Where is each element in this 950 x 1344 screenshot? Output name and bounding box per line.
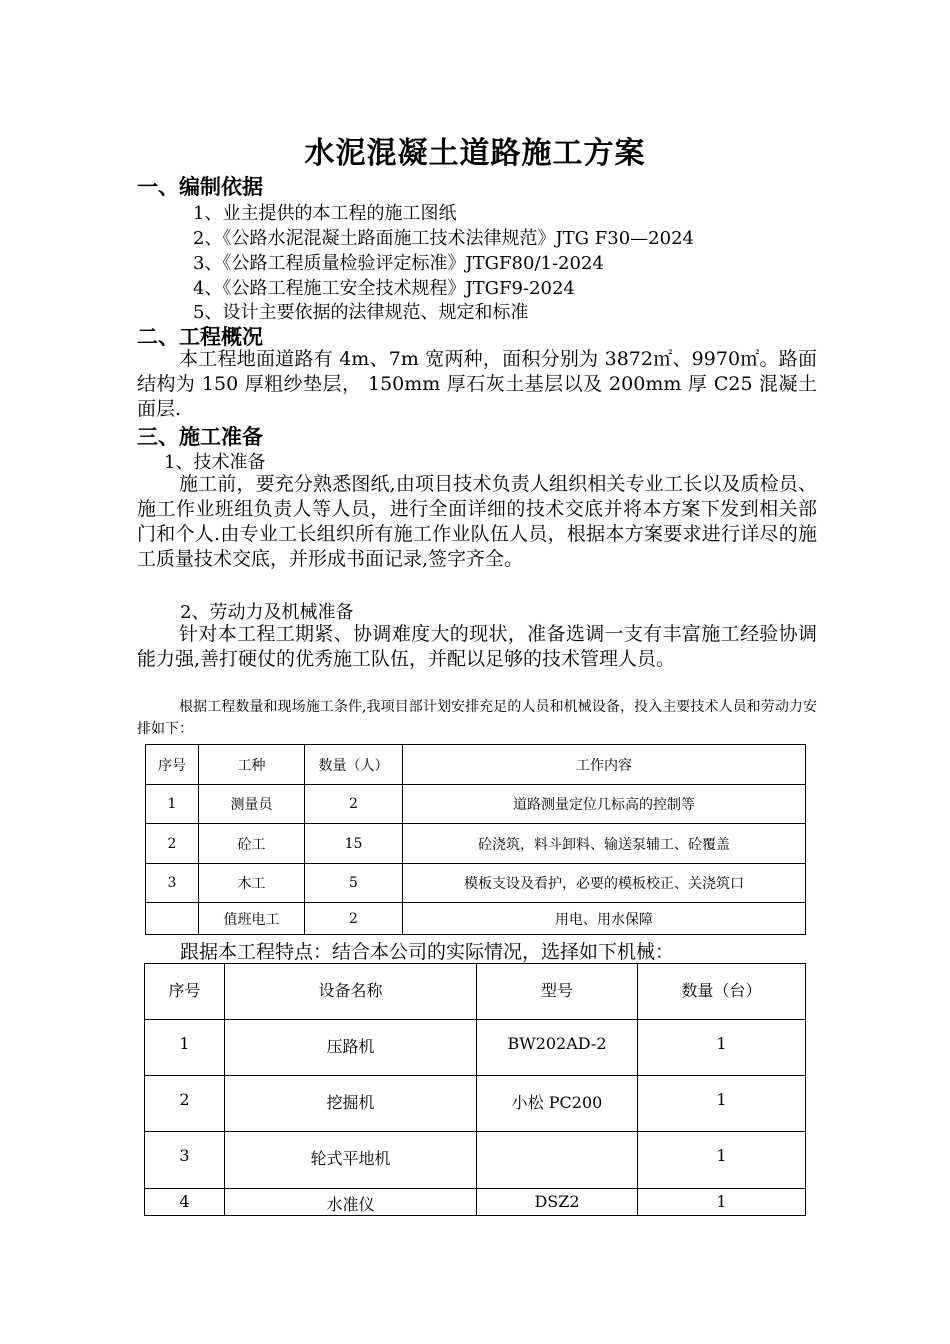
table-row bbox=[145, 1189, 806, 1216]
header-cell: 序号 bbox=[145, 964, 225, 1020]
table-header-row bbox=[145, 964, 806, 1020]
subheading-technical: 1、技术准备 bbox=[164, 452, 266, 473]
table-cell: 水准仪 bbox=[225, 1189, 477, 1216]
overview-paragraph: 本工程地面道路有 4m、7m 宽两种，面积分别为 3872㎡、9970㎡。路面结构为 150 厚粗纱垫层， 150mm 厚石灰土基层以及 200mm 厚 C25 混凝土面层. bbox=[137, 348, 817, 420]
labor-paragraph: 针对本工程工期紧、协调难度大的现状，准备选调一支有丰富施工经验协调能力强,善打硬仗的优秀施工队伍，并配以足够的技术管理人员。 bbox=[137, 623, 817, 670]
table-cell: 测量员 bbox=[199, 785, 305, 824]
table-cell: 1 bbox=[638, 1076, 806, 1132]
table-cell: 模板支设及看护，必要的模板校正、关浇筑口 bbox=[403, 864, 806, 903]
table-cell: 2 bbox=[145, 1076, 225, 1132]
table-cell: 挖掘机 bbox=[225, 1076, 477, 1132]
table-cell: 2 bbox=[305, 785, 403, 824]
basis-item: 5、设计主要依据的法律规范、规定和标准 bbox=[193, 302, 529, 323]
table-cell: 15 bbox=[305, 824, 403, 864]
labor-note: 根据工程数量和现场施工条件,我项目部计划安排充足的人员和机械设备，投入主要技术人员和劳动力安排如下： bbox=[137, 699, 817, 737]
basis-item: 1、业主提供的本工程的施工图纸 bbox=[193, 203, 457, 224]
technical-paragraph: 施工前，要充分熟悉图纸,由项目技术负责人组织相关专业工长以及质检员、施工作业班组负责人等人员，进行全面详细的技术交底并将本方案下发到相关部门和个人.由专业工长组织所有施工作业队伍人员，根据本方案要求进行详尽的施工质量技术交底，并形成书面记录,签字齐全。 bbox=[137, 473, 817, 570]
table-header-row bbox=[146, 745, 806, 785]
table-cell: 5 bbox=[305, 864, 403, 903]
section-heading-basis: 一、编制依据 bbox=[137, 174, 263, 199]
table-cell bbox=[477, 1132, 638, 1189]
table-cell: BW202AD-2 bbox=[477, 1020, 638, 1076]
table-cell: 1 bbox=[638, 1020, 806, 1076]
table-row bbox=[145, 1132, 806, 1189]
table-cell: 1 bbox=[146, 785, 199, 824]
table-cell: DSZ2 bbox=[477, 1189, 638, 1216]
basis-item: 3、《公路工程质量检验评定标准》JTGF80/1-2024 bbox=[193, 253, 604, 274]
table-row bbox=[146, 864, 806, 903]
table-cell: 道路测量定位几标高的控制等 bbox=[403, 785, 806, 824]
table-cell: 值班电工 bbox=[199, 903, 305, 935]
table-cell: 木工 bbox=[199, 864, 305, 903]
table-cell: 1 bbox=[145, 1020, 225, 1076]
table-row bbox=[145, 1020, 806, 1076]
table-cell: 4 bbox=[145, 1189, 225, 1216]
section-heading-preparation: 三、施工准备 bbox=[137, 424, 263, 449]
header-cell: 序号 bbox=[146, 745, 199, 785]
basis-item: 4、《公路工程施工安全技术规程》JTGF9-2024 bbox=[193, 278, 575, 299]
table-row bbox=[145, 1076, 806, 1132]
table-row bbox=[146, 824, 806, 864]
table-cell: 砼工 bbox=[199, 824, 305, 864]
table-cell: 小松 PC200 bbox=[477, 1076, 638, 1132]
table-cell: 2 bbox=[305, 903, 403, 935]
table-cell: 3 bbox=[145, 1132, 225, 1189]
machine-intro: 跟据本工程特点：结合本公司的实际情况，选择如下机械： bbox=[180, 941, 675, 963]
table-cell: 用电、用水保障 bbox=[403, 903, 806, 935]
table-cell: 1 bbox=[638, 1132, 806, 1189]
header-cell: 工作内容 bbox=[403, 745, 806, 785]
section-heading-overview: 二、工程概况 bbox=[137, 324, 263, 349]
table-cell: 3 bbox=[146, 864, 199, 903]
header-cell: 工种 bbox=[199, 745, 305, 785]
table-cell: 2 bbox=[146, 824, 199, 864]
header-cell: 型号 bbox=[477, 964, 638, 1020]
subheading-labor: 2、劳动力及机械准备 bbox=[180, 602, 354, 623]
table-cell: 轮式平地机 bbox=[225, 1132, 477, 1189]
table-cell: 压路机 bbox=[225, 1020, 477, 1076]
table-row bbox=[146, 903, 806, 935]
labor-table bbox=[145, 744, 806, 935]
header-cell: 数量（人） bbox=[305, 745, 403, 785]
header-cell: 数量（台） bbox=[638, 964, 806, 1020]
table-cell: 砼浇筑，料斗卸料、输送泵辅工、砼覆盖 bbox=[403, 824, 806, 864]
machine-table bbox=[144, 963, 806, 1216]
basis-item: 2、《公路水泥混凝土路面施工技术法律规范》JTG F30—2024 bbox=[193, 228, 694, 249]
table-row bbox=[146, 785, 806, 824]
header-cell: 设备名称 bbox=[225, 964, 477, 1020]
table-cell bbox=[146, 903, 199, 935]
table-cell: 1 bbox=[638, 1189, 806, 1216]
page-title: 水泥混凝土道路施工方案 bbox=[304, 136, 646, 171]
